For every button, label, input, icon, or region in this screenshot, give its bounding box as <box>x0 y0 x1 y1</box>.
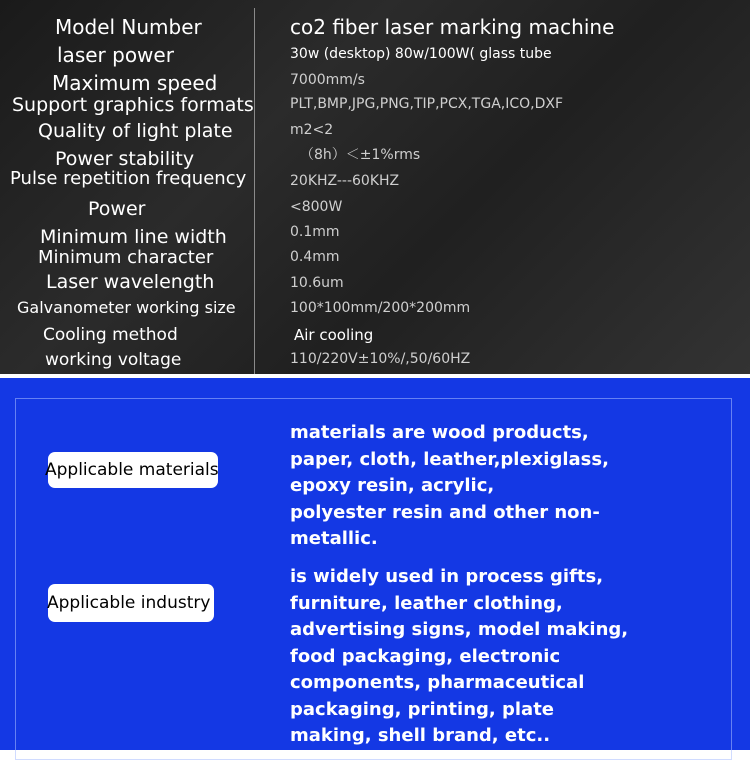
spec-value: 7000mm/s <box>290 72 365 88</box>
spec-label: working voltage <box>45 350 182 370</box>
spec-value: 20KHZ---60KHZ <box>290 173 400 189</box>
column-divider <box>254 8 255 374</box>
materials-label: Applicable materials <box>45 460 219 480</box>
spec-label: laser power <box>57 43 174 67</box>
spec-value: 0.4mm <box>290 249 340 265</box>
applications-panel <box>0 378 750 750</box>
industry-line: components, pharmaceutical <box>290 672 585 693</box>
industry-line: is widely used in process gifts, <box>290 566 604 587</box>
industry-line: furniture, leather clothing, <box>290 592 563 614</box>
industry-line: packaging, printing, plate <box>290 698 555 720</box>
materials-line: paper, cloth, leather,plexiglass, <box>290 448 609 470</box>
materials-line: polyester resin and other non- <box>290 501 600 523</box>
spec-label: Quality of light plate <box>38 120 233 142</box>
spec-value: co2 fiber laser marking machine <box>290 15 615 39</box>
spec-label: Maximum speed <box>52 71 218 95</box>
materials-line: epoxy resin, acrylic, <box>290 475 495 496</box>
spec-value: <800W <box>290 199 343 215</box>
spec-value: Air cooling <box>294 326 374 344</box>
materials-line: metallic. <box>290 528 378 549</box>
spec-label: Support graphics formats <box>12 94 254 116</box>
spec-value: 110/220V±10%/,50/60HZ <box>290 351 471 367</box>
industry-line: advertising signs, model making, <box>290 619 629 640</box>
industry-line: food packaging, electronic <box>290 645 561 667</box>
spec-label: Power stability <box>55 148 195 170</box>
materials-description <box>290 420 609 553</box>
industry-line: making, shell brand, etc.. <box>290 725 551 746</box>
spec-label: Cooling method <box>43 325 178 345</box>
spec-value: PLT,BMP,JPG,PNG,TIP,PCX,TGA,ICO,DXF <box>290 96 564 112</box>
spec-value: m2<2 <box>290 122 334 138</box>
spec-label: Minimum character <box>38 247 214 268</box>
spec-label: Galvanometer working size <box>17 298 236 317</box>
spec-value: 10.6um <box>290 275 344 291</box>
spec-value: 30w (desktop) 80w/100W( glass tube <box>290 46 552 62</box>
spec-value: （8h）＜±1%rms <box>300 147 421 163</box>
spec-label: Pulse repetition frequency <box>10 168 247 189</box>
spec-label: Power <box>88 198 146 220</box>
industry-label: Applicable industry <box>47 593 211 613</box>
spec-label: Laser wavelength <box>46 271 215 293</box>
materials-line: materials are wood products, <box>290 422 589 443</box>
spec-label: Minimum line width <box>40 226 227 248</box>
spec-label: Model Number <box>55 15 202 39</box>
spec-value: 100*100mm/200*200mm <box>290 300 471 316</box>
specifications-table <box>0 0 750 374</box>
spec-value: 0.1mm <box>290 224 340 240</box>
industry-description <box>290 564 628 750</box>
